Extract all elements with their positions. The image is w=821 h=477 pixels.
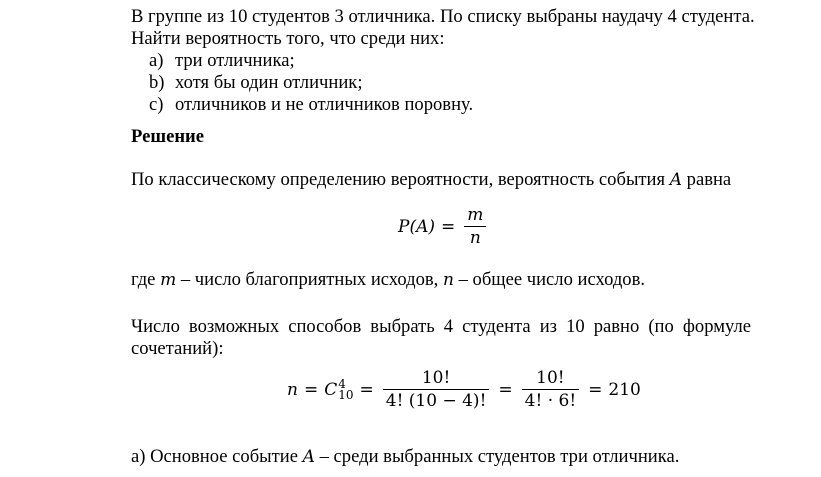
fraction bbox=[522, 367, 580, 412]
fraction-numerator: m bbox=[467, 205, 484, 225]
combination-superscript: 4 bbox=[338, 376, 346, 391]
combination-indices bbox=[338, 376, 354, 402]
equals-sign: = bbox=[303, 379, 319, 400]
definition-paragraph bbox=[131, 169, 731, 191]
where-text: – число благоприятных исходов, bbox=[176, 269, 443, 290]
fraction-numerator: 10! bbox=[536, 368, 565, 388]
combinations-line-1: Число возможных способов выбрать 4 студента из 10 равно (по формуле bbox=[131, 316, 751, 337]
list-item-marker: a) bbox=[149, 50, 164, 71]
problem-line-2: Найти вероятность того, что среди них: bbox=[131, 28, 445, 49]
formula-lhs: P(A) bbox=[398, 216, 435, 237]
combinations-line-2: сочетаний): bbox=[131, 338, 224, 359]
problem-line-1: В группе из 10 студентов 3 отличника. По списку выбраны наудачу 4 студента. bbox=[131, 6, 755, 27]
list-item bbox=[149, 94, 473, 116]
var-n: n bbox=[442, 270, 454, 290]
where-text: – общее число исходов. bbox=[453, 269, 646, 290]
combination-symbol: C bbox=[324, 379, 338, 400]
fraction-denominator: 4! · 6! bbox=[524, 391, 577, 411]
part-a-paragraph bbox=[131, 446, 679, 468]
where-paragraph bbox=[131, 269, 645, 291]
where-text: где bbox=[131, 269, 161, 290]
list-item-marker: b) bbox=[149, 72, 165, 93]
var-n: n bbox=[287, 379, 298, 400]
combination-subscript: 10 bbox=[338, 387, 354, 402]
combinations-formula bbox=[287, 367, 641, 412]
part-a-text: – среди выбранных студентов три отличника. bbox=[314, 446, 680, 467]
event-symbol: A bbox=[302, 447, 315, 467]
solution-heading: Решение bbox=[131, 126, 204, 147]
formula-result: 210 bbox=[608, 379, 641, 400]
list-item bbox=[149, 72, 363, 94]
fraction bbox=[464, 204, 486, 249]
equals-sign: = bbox=[440, 216, 456, 237]
list-item bbox=[149, 50, 295, 72]
fraction bbox=[383, 367, 490, 412]
probability-formula bbox=[398, 204, 489, 249]
part-a-text: а) Основное событие bbox=[131, 446, 303, 467]
fraction-denominator: 4! (10 − 4)! bbox=[385, 391, 487, 411]
equals-sign: = bbox=[498, 379, 513, 400]
list-item-text: три отличника; bbox=[175, 50, 295, 71]
definition-text: По классическому определению вероятности, вероятность события bbox=[131, 169, 670, 190]
list-item-text: хотя бы один отличник; bbox=[175, 72, 363, 93]
list-item-marker: c) bbox=[149, 94, 164, 115]
event-symbol: A bbox=[669, 170, 682, 190]
definition-end: равна bbox=[682, 169, 732, 190]
equals-sign: = bbox=[359, 379, 374, 400]
list-item-text: отличников и не отличников поровну. bbox=[175, 94, 474, 115]
equals-sign: = bbox=[588, 379, 603, 400]
fraction-denominator: n bbox=[469, 228, 481, 248]
var-m: m bbox=[160, 270, 177, 290]
fraction-numerator: 10! bbox=[421, 368, 451, 388]
